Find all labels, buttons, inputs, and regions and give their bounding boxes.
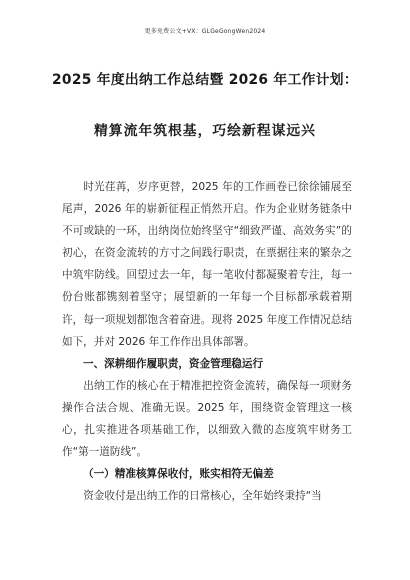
intro-paragraph: 时光荏苒，岁序更替，2025 年的工作画卷已徐徐铺展至尾声，2026 年的崭新征程正悄然开启。作为企业财务链条中不可或缺的一环，出纳岗位始终坚守“细致严谨、高效务实”的初心，在资金流转的方寸之间践行职责，在票据往来的繁杂之中筑牢防线。回望过去一年，每一笔收付都凝聚着专注，每一份台账都镌刻着坚守；展望新的一年每一个目标都承载着期许，每一项规划都饱含着奋进。现将 2025 年度工作情况总结如下，并对 2026 年工作作出具体部署。: [62, 181, 352, 348]
subsection-paragraph: 资金收付是出纳工作的日常核心，全年始终秉持“当: [83, 490, 322, 503]
section-heading: 一、深耕细作履职责，资金管理稳运行: [83, 357, 264, 370]
header-note: 更多免费公文+VX：GLGeGongWen2024: [144, 28, 266, 35]
document-body: [62, 176, 352, 507]
document-title: 2025 年度出纳工作总结暨 2026 年工作计划：: [52, 72, 358, 88]
subsection-heading: （一）精准核算保收付，账实相符无偏差: [83, 468, 274, 481]
section-paragraph: 出纳工作的核心在于精准把控资金流转，确保每一项财务操作合法合规、准确无误。2025 年，围绕资金管理这一核心，扎实推进各项基础工作，以细致入微的态度筑牢财务工作“第一道防线”。: [62, 379, 352, 459]
document-subtitle: 精算流年筑根基，巧绘新程谋远兴: [94, 123, 316, 139]
